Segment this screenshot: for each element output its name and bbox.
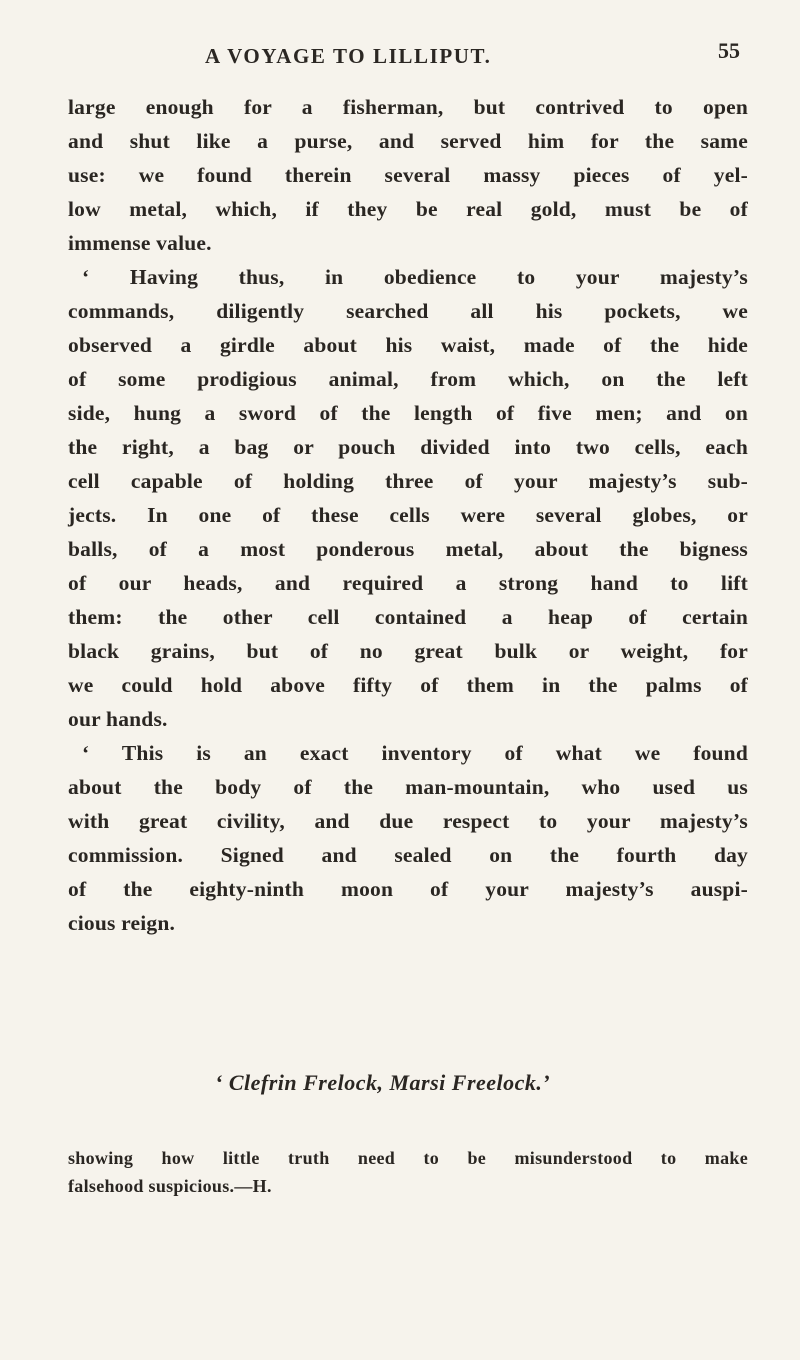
text-line: of the eighty-ninth moon of your majesty’s auspi-: [68, 877, 748, 901]
text-line: them: the other cell contained a heap of certain: [68, 605, 748, 629]
text-line: balls, of a most ponderous metal, about the bigness: [68, 537, 748, 561]
footnote-line: falsehood suspicious.—H.: [68, 1176, 272, 1196]
text-line: of our heads, and required a strong hand to lift: [68, 571, 748, 595]
text-line: large enough for a fisherman, but contrived to open: [68, 95, 748, 119]
text-line: cious reign.: [68, 911, 176, 935]
text-line: the right, a bag or pouch divided into two cells, each: [68, 435, 748, 459]
text-line: use: we found therein several massy pieces of yel-: [68, 163, 748, 187]
text-line: ‘ Having thus, in obedience to your majesty’s: [82, 265, 748, 289]
text-line: of some prodigious animal, from which, on the left: [68, 367, 748, 391]
text-line: ‘ This is an exact inventory of what we found: [82, 741, 748, 765]
text-line: and shut like a purse, and served him for the same: [68, 129, 748, 153]
text-line: low metal, which, if they be real gold, must be of: [68, 197, 748, 221]
text-line: our hands.: [68, 707, 168, 731]
text-line: cell capable of holding three of your majesty’s sub-: [68, 469, 748, 493]
text-line: side, hung a sword of the length of five men; and on: [68, 401, 748, 425]
running-head-title: A VOYAGE TO LILLIPUT.: [205, 44, 492, 68]
text-line: with great civility, and due respect to your majesty’s: [68, 809, 748, 833]
text-line: commands, diligently searched all his pockets, we: [68, 299, 748, 323]
text-line: commission. Signed and sealed on the fourth day: [68, 843, 748, 867]
text-line: jects. In one of these cells were several globes, or: [68, 503, 748, 527]
text-line: immense value.: [68, 231, 212, 255]
text-line: observed a girdle about his waist, made of the hide: [68, 333, 748, 357]
running-head: [60, 38, 750, 72]
footnote-line: showing how little truth need to be misunderstood to make: [68, 1148, 748, 1168]
page-number: 55: [718, 38, 740, 63]
signature-line: ‘ Clefrin Frelock, Marsi Freelock.’: [215, 1070, 551, 1095]
text-line: we could hold above fifty of them in the palms of: [68, 673, 748, 697]
text-line: black grains, but of no great bulk or weight, for: [68, 639, 748, 663]
text-line: about the body of the man-mountain, who used us: [68, 775, 748, 799]
